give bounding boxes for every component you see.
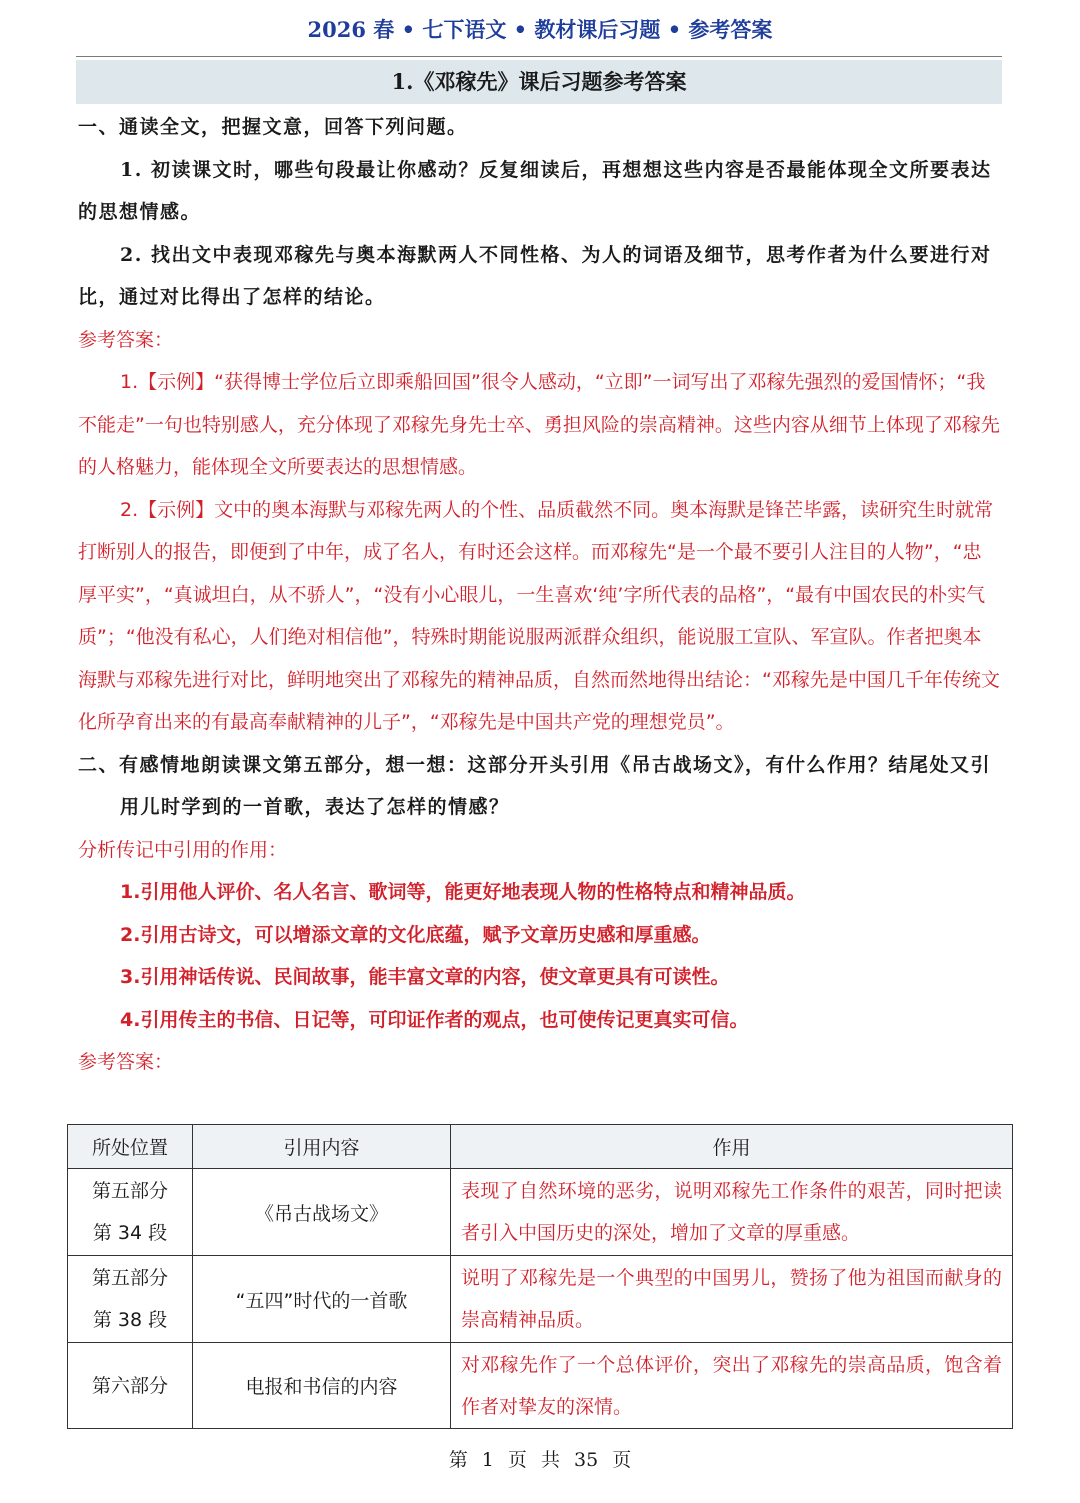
position-part: 第五部分 [91, 1267, 168, 1289]
header-divider [76, 56, 1002, 57]
header-quote: 引用内容 [193, 1125, 451, 1169]
cell-position [68, 1343, 193, 1429]
cell-position [68, 1256, 193, 1343]
table-row [68, 1169, 1013, 1256]
page-footer: 第 1 页 共 35 页 [448, 1449, 632, 1471]
answer-label-2: 参考答案： [78, 1051, 174, 1073]
answer-label: 参考答案： [78, 328, 174, 351]
header-position: 所处位置 [68, 1125, 193, 1169]
reference-table [67, 1124, 1013, 1429]
table-header-row [68, 1125, 1013, 1169]
cell-effect: 说明了邓稼先是一个典型的中国男儿，赞扬了他为祖国而献身的崇高精神品质。 [451, 1256, 1013, 1343]
answer-2: 2.【示例】文中的奥本海默与邓稼先两人的个性、品质截然不同。奥本海默是锋芒毕露，读研究生时就常打断别人的报告，即便到了中年，成了名人，有时还会这样。而邓稼先“是一个最不要引人注目的人物”，“忠厚平实”，“真诚坦白，从不骄人”，“没有小心眼儿，一生喜欢‘纯’字所代表的品格”，“最有中国农民的朴实气质”；“他没有私心，人们绝对相信他”，特殊时期能说服两派群众组织，能说服工宣队、军宣队。作者把奥本海默与邓稼先进行对比，鲜明地突出了邓稼先的精神品质，自然而然地得出结论：“邓稼先是中国几千年传统文化所孕育出来的有最高奉献精神的儿子”，“邓稼先是中国共产党的理想党员”。 [78, 498, 1000, 733]
analysis-label: 分析传记中引用的作用： [78, 838, 288, 861]
part2-heading: 二、有感情地朗读课文第五部分，想一想：这部分开头引用《吊古战场文》，有什么作用？结尾处又引用儿时学到的一首歌，表达了怎样的情感？ [78, 753, 992, 818]
analysis-point-1: 1.引用他人评价、名人名言、歌词等，能更好地表现人物的性格特点和精神品质。 [120, 881, 806, 903]
position-part: 第五部分 [91, 1180, 168, 1202]
table-row [68, 1343, 1013, 1429]
question-2: 2. 找出文中表现邓稼先与奥本海默两人不同性格、为人的词语及细节，思考作者为什么要进行对比，通过对比得出了怎样的结论。 [78, 243, 992, 308]
cell-quote: “五四”时代的一首歌 [193, 1256, 451, 1343]
document-body [78, 106, 1000, 1084]
position-paragraph: 第 38 段 [92, 1309, 168, 1331]
answer-1: 1.【示例】“获得博士学位后立即乘船回国”很令人感动，“立即”一词写出了邓稼先强烈的爱国情怀；“我不能走”一句也特别感人，充分体现了邓稼先身先士卒、勇担风险的崇高精神。这些内容从细节上体现了邓稼先的人格魅力，能体现全文所要表达的思想情感。 [78, 371, 1000, 478]
cell-effect: 表现了自然环境的恶劣，说明邓稼先工作条件的艰苦，同时把读者引入中国历史的深处，增加了文章的厚重感。 [451, 1169, 1013, 1256]
section-title: 1.《邓稼先》课后习题参考答案 [76, 60, 1002, 104]
cell-effect: 对邓稼先作了一个总体评价，突出了邓稼先的崇高品质，饱含着作者对挚友的深情。 [451, 1343, 1013, 1429]
table-row [68, 1256, 1013, 1343]
cell-quote: 电报和书信的内容 [193, 1343, 451, 1429]
cell-quote: 《吊古战场文》 [193, 1169, 451, 1256]
cell-position [68, 1169, 193, 1256]
header-effect: 作用 [451, 1125, 1013, 1169]
part1-heading: 一、通读全文，把握文意，回答下列问题。 [78, 116, 468, 138]
position-paragraph: 第 34 段 [92, 1222, 168, 1244]
analysis-point-4: 4.引用传主的书信、日记等，可印证作者的观点，也可使传记更真实可信。 [120, 1008, 749, 1031]
position-part: 第六部分 [91, 1374, 168, 1397]
analysis-point-2: 2.引用古诗文，可以增添文章的文化底蕴，赋予文章历史感和厚重感。 [120, 923, 711, 946]
analysis-point-3: 3.引用神话传说、民间故事，能丰富文章的内容，使文章更具有可读性。 [120, 966, 730, 988]
question-1: 1. 初读课文时，哪些句段最让你感动？反复细读后，再想想这些内容是否最能体现全文所要表达的思想情感。 [78, 158, 992, 223]
page-header: 2026 春 • 七下语文 • 教材课后习题 • 参考答案 [307, 17, 773, 42]
